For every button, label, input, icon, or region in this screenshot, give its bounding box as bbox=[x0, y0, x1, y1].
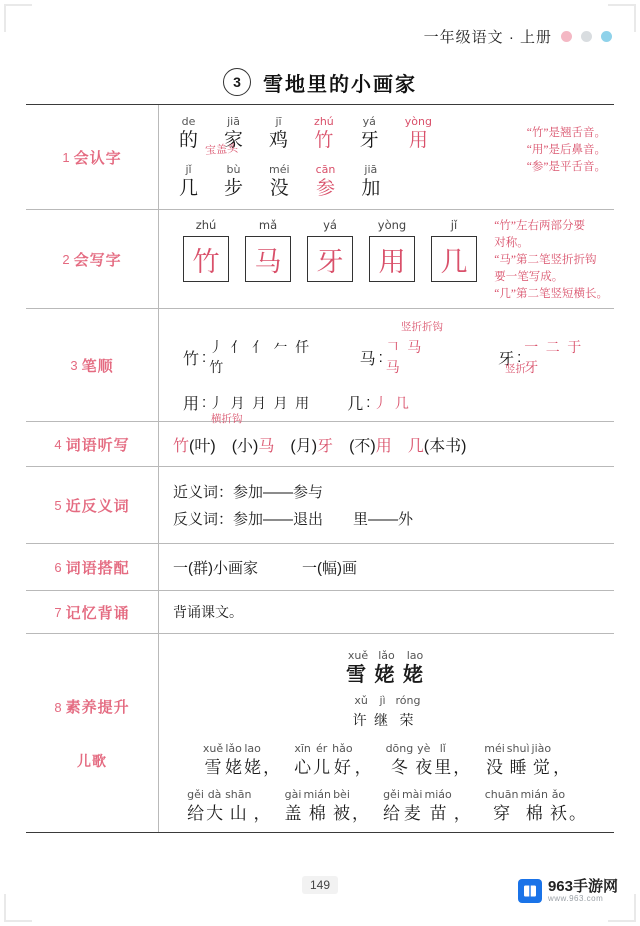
punctuation: ， bbox=[553, 758, 571, 777]
handwritten-note-radical: 宝盖头 bbox=[204, 142, 239, 158]
hanzi: 牙 bbox=[316, 246, 344, 277]
pinyin: shuì bbox=[506, 742, 530, 755]
row-body-recitation bbox=[159, 591, 614, 633]
row-body-stroke bbox=[159, 309, 614, 425]
pinyin: gài bbox=[284, 788, 302, 801]
hanzi: 竹 bbox=[314, 130, 334, 151]
row-index-8: 8 bbox=[54, 699, 63, 715]
pinyin: ér bbox=[315, 742, 328, 755]
char-unit bbox=[402, 788, 423, 826]
char-unit bbox=[415, 742, 432, 780]
annotation-line: “用”是后鼻音。 bbox=[526, 144, 606, 156]
pinyin: zhú bbox=[195, 218, 217, 232]
hanzi: 穿 bbox=[493, 804, 511, 823]
hanzi: 盖 bbox=[284, 804, 302, 823]
stroke-callout-hengzhegou: 横折钩 bbox=[211, 413, 243, 425]
row-body-write bbox=[159, 210, 614, 308]
hanzi: 姥 bbox=[402, 664, 427, 686]
hanzi: 步 bbox=[224, 178, 244, 199]
pinyin: gěi bbox=[383, 788, 400, 801]
hanzi: 加 bbox=[361, 178, 381, 199]
hanzi: 的 bbox=[179, 130, 199, 151]
pinyin: lao bbox=[244, 742, 261, 755]
char-unit bbox=[244, 742, 261, 780]
pinyin: mài bbox=[401, 788, 423, 801]
pinyin: mián bbox=[520, 788, 548, 801]
hanzi: 用 bbox=[183, 396, 200, 413]
char-unit bbox=[424, 788, 451, 826]
stroke-line-1 bbox=[169, 321, 604, 377]
hanzi: 几 bbox=[179, 178, 199, 199]
annotation-line: “竹”是翘舌音。 bbox=[526, 127, 606, 139]
stroke-sequence: 丿 几 bbox=[373, 396, 411, 412]
pinyin: gěi bbox=[187, 788, 204, 801]
punctuation: ， bbox=[453, 804, 471, 823]
dictation-item bbox=[232, 433, 275, 456]
row-label-recitation bbox=[26, 591, 159, 633]
row-label-dictation bbox=[26, 422, 159, 466]
annotation-line: “马”第二笔竖折折钩 bbox=[494, 254, 597, 266]
char-unit bbox=[375, 649, 399, 687]
dictation-key: 牙 bbox=[317, 437, 334, 455]
char-unit bbox=[316, 163, 336, 201]
row-sublabel-children-song: 儿歌 bbox=[77, 752, 107, 769]
row-body-literacy bbox=[159, 634, 614, 832]
row-label-text-7: 记忆背诵 bbox=[65, 604, 130, 622]
row-label-text-3: 笔顺 bbox=[81, 357, 114, 375]
char-unit bbox=[187, 788, 204, 826]
dictation-post: (本书) bbox=[423, 437, 467, 455]
char-unit bbox=[374, 694, 391, 732]
pinyin: xǔ bbox=[354, 694, 368, 707]
lesson-title-row bbox=[26, 62, 614, 102]
row-index-2: 2 bbox=[62, 251, 71, 267]
annotation-recognize bbox=[527, 125, 606, 176]
row-label-recognize bbox=[26, 105, 159, 209]
dictation-post: (叶) bbox=[189, 437, 216, 455]
hanzi: 里 bbox=[434, 758, 452, 777]
char-unit bbox=[386, 742, 414, 780]
char-unit bbox=[484, 742, 505, 780]
dictation-pre: (小) bbox=[231, 437, 259, 455]
stroke-sequence: 丿 亻 亻 𠂉 仟 竹 bbox=[209, 341, 312, 376]
char-unit bbox=[313, 742, 330, 780]
pinyin: méi bbox=[484, 742, 505, 755]
header-dot-grey bbox=[581, 31, 592, 42]
pinyin: hǎo bbox=[332, 742, 353, 755]
hanzi: 睡 bbox=[509, 758, 527, 777]
row-body-recognize bbox=[159, 105, 614, 209]
hanzi: 牙 bbox=[359, 130, 379, 151]
hanzi: 被 bbox=[332, 804, 350, 823]
pinyin: lǐ bbox=[439, 742, 446, 755]
hanzi: 竹 bbox=[183, 350, 200, 368]
char-unit bbox=[179, 163, 198, 201]
watermark-site-url: www.963.com bbox=[547, 894, 604, 904]
dictation-item bbox=[173, 433, 216, 456]
char-unit bbox=[269, 115, 288, 153]
header-dot-pink bbox=[561, 31, 572, 42]
hanzi: 姥 bbox=[374, 664, 399, 686]
lesson-number-badge: 3 bbox=[223, 68, 251, 96]
tianzige-cell bbox=[369, 218, 415, 282]
punctuation: ， bbox=[453, 758, 471, 777]
char-unit bbox=[346, 649, 370, 687]
char-unit bbox=[405, 115, 432, 153]
synonym-line: 近义词：参加——参与 bbox=[173, 484, 324, 501]
char-unit bbox=[203, 742, 223, 780]
antonym-line: 反义词：参加——退出 里——外 bbox=[173, 511, 414, 528]
annotation-write bbox=[494, 218, 608, 303]
hanzi: 冬 bbox=[390, 758, 408, 777]
hanzi: 觉 bbox=[532, 758, 550, 777]
row-label-text-2: 会写字 bbox=[73, 251, 122, 269]
hanzi: 给 bbox=[187, 804, 205, 823]
table-row-write-characters bbox=[26, 210, 614, 309]
char-unit bbox=[224, 163, 243, 201]
table-row-dictation bbox=[26, 422, 614, 467]
hanzi: 好 bbox=[333, 758, 351, 777]
tianzige-box bbox=[307, 236, 353, 282]
stroke-entry: 几 : 丿 几 bbox=[347, 391, 411, 414]
lesson-table bbox=[26, 104, 614, 833]
char-unit bbox=[360, 115, 379, 153]
char-unit bbox=[294, 742, 311, 780]
char-unit bbox=[403, 649, 427, 687]
hanzi: 麦 bbox=[403, 804, 421, 823]
row-label-collocation bbox=[26, 544, 159, 590]
hanzi: 牙 bbox=[498, 350, 515, 368]
dictation-key: 马 bbox=[258, 437, 275, 455]
row-label-write bbox=[26, 210, 159, 308]
char-unit bbox=[383, 788, 400, 826]
hanzi: 荣 bbox=[399, 712, 417, 728]
pinyin: xuě bbox=[347, 649, 369, 662]
char-unit bbox=[332, 742, 352, 780]
row-label-synonyms bbox=[26, 467, 159, 543]
row-index-7: 7 bbox=[54, 604, 63, 620]
hanzi: 山 bbox=[229, 804, 247, 823]
annotation-line: “竹”左右两部分要 bbox=[494, 220, 585, 232]
pinyin: jǐ bbox=[450, 218, 458, 232]
hanzi: 用 bbox=[408, 130, 428, 151]
tianzige-cell bbox=[431, 218, 477, 282]
row-body-synonyms bbox=[159, 467, 614, 543]
punctuation: ， bbox=[354, 758, 372, 777]
annotation-line: 要一笔写成。 bbox=[494, 271, 564, 283]
tianzige-box bbox=[369, 236, 415, 282]
stroke-entry: 竹 : 丿 亻 亻 𠂉 仟 竹 bbox=[183, 337, 332, 377]
pinyin: xīn bbox=[294, 742, 311, 755]
hanzi: 袄 bbox=[549, 804, 567, 823]
annotation-line: “参”是平舌音。 bbox=[526, 161, 606, 173]
pinyin: shān bbox=[225, 788, 252, 801]
pinyin: jì bbox=[379, 694, 386, 707]
row-label-stroke bbox=[26, 309, 159, 421]
book-icon bbox=[518, 879, 542, 903]
char-unit bbox=[206, 788, 223, 826]
dictation-key: 竹 bbox=[173, 437, 190, 455]
hanzi: 心 bbox=[294, 758, 312, 777]
row-index-5: 5 bbox=[54, 497, 63, 513]
row-index-6: 6 bbox=[54, 559, 63, 575]
pinyin: jǐ bbox=[185, 163, 192, 176]
stroke-entry: 马 : 𠃍 马 马 bbox=[360, 337, 445, 377]
hanzi: 继 bbox=[374, 712, 392, 728]
hanzi: 给 bbox=[382, 804, 400, 823]
pinyin: chuān bbox=[484, 788, 519, 801]
pinyin: róng bbox=[395, 694, 421, 707]
char-unit bbox=[269, 163, 290, 201]
stroke-line-2 bbox=[169, 391, 604, 425]
char-unit bbox=[532, 742, 552, 780]
stroke-entry: 用 : 丿 月 月 月 用 bbox=[183, 391, 311, 414]
page-corner-top-right bbox=[608, 4, 636, 32]
pinyin: ǎo bbox=[551, 788, 566, 801]
pinyin: yá bbox=[362, 115, 376, 128]
hanzi: 几 bbox=[440, 246, 468, 277]
collocation-item: 一(幅)画 bbox=[302, 559, 357, 577]
poem-line-1 bbox=[169, 742, 604, 780]
pinyin: lǎo bbox=[378, 649, 395, 662]
stroke-sequence: 一 二 于 牙 bbox=[524, 341, 584, 376]
hanzi: 雪 bbox=[346, 664, 371, 686]
char-unit bbox=[395, 694, 420, 732]
char-unit bbox=[303, 788, 330, 826]
hanzi: 马 bbox=[254, 246, 282, 277]
pinyin: dōng bbox=[385, 742, 414, 755]
poem-line-2 bbox=[169, 788, 604, 826]
char-unit bbox=[485, 788, 519, 826]
row-label-text-4: 词语听写 bbox=[65, 436, 130, 454]
pinyin: lao bbox=[406, 649, 424, 662]
hanzi: 没 bbox=[269, 178, 289, 199]
char-unit bbox=[225, 788, 251, 826]
tianzige-box bbox=[431, 236, 477, 282]
table-row-collocations bbox=[26, 544, 614, 591]
watermark-site-name: 963手游网 bbox=[547, 877, 618, 895]
table-row-recognize-characters bbox=[26, 105, 614, 210]
poem-title bbox=[169, 646, 604, 687]
pinyin: de bbox=[181, 115, 196, 128]
pinyin: yòng bbox=[404, 115, 432, 128]
hanzi: 参 bbox=[315, 178, 335, 199]
annotation-line: 对称。 bbox=[494, 237, 529, 249]
dictation-pre: (月) bbox=[290, 437, 318, 455]
dictation-pre: (不) bbox=[349, 437, 376, 455]
hanzi: 棉 bbox=[525, 804, 543, 823]
pinyin: mián bbox=[303, 788, 331, 801]
pinyin: bù bbox=[226, 163, 241, 176]
hanzi: 用 bbox=[378, 246, 406, 277]
pinyin: dà bbox=[207, 788, 222, 801]
stroke-callout-shuzhe: 竖折 bbox=[505, 363, 526, 375]
book-title: 一年级语文 · 上册 bbox=[423, 29, 552, 46]
row-label-text-1: 会认字 bbox=[73, 149, 122, 167]
row-index-4: 4 bbox=[54, 436, 63, 452]
recitation-text: 背诵课文。 bbox=[173, 604, 243, 620]
char-unit bbox=[333, 788, 350, 826]
row-label-literacy bbox=[26, 634, 159, 832]
hanzi: 家 bbox=[224, 130, 244, 151]
char-unit bbox=[314, 115, 334, 153]
page-number-value: 149 bbox=[302, 876, 338, 894]
dictation-item bbox=[349, 433, 392, 456]
hanzi: 竹 bbox=[192, 246, 220, 277]
table-row-literacy-extension bbox=[26, 634, 614, 832]
tianzige-cell bbox=[245, 218, 291, 282]
annotation-line: “几”第二笔竖短横长。 bbox=[494, 288, 608, 300]
pinyin: yá bbox=[323, 218, 337, 232]
row-label-text-5: 近反义词 bbox=[65, 497, 130, 515]
pinyin: jiào bbox=[531, 742, 552, 755]
pinyin: cān bbox=[315, 163, 336, 176]
pinyin: xuě bbox=[202, 742, 224, 755]
hanzi: 棉 bbox=[308, 804, 326, 823]
dictation-key: 几 bbox=[407, 437, 424, 455]
watermark-text bbox=[548, 879, 618, 904]
dictation-key: 用 bbox=[375, 437, 392, 455]
pinyin: mǎ bbox=[258, 218, 278, 232]
pinyin: méi bbox=[269, 163, 290, 176]
stroke-callout-shuzhezhegou: 竖折折钩 bbox=[401, 321, 443, 333]
hanzi: 苗 bbox=[429, 804, 447, 823]
hanzi: 姥 bbox=[244, 758, 262, 777]
hanzi: 鸡 bbox=[269, 130, 289, 151]
row-index-1: 1 bbox=[62, 149, 71, 165]
row-body-collocation bbox=[159, 544, 614, 590]
pinyin: zhú bbox=[314, 115, 334, 128]
char-unit bbox=[179, 115, 198, 153]
dictation-item bbox=[408, 433, 467, 456]
hanzi: 几 bbox=[347, 396, 364, 413]
hanzi: 儿 bbox=[313, 758, 331, 777]
collocation-item: 一(群)小画家 bbox=[173, 559, 258, 577]
watermark bbox=[518, 879, 618, 904]
table-row-stroke-order bbox=[26, 309, 614, 425]
char-unit bbox=[550, 788, 567, 826]
hanzi: 雪 bbox=[204, 758, 222, 777]
pinyin: bèi bbox=[333, 788, 350, 801]
tianzige-cell bbox=[307, 218, 353, 282]
stroke-sequence: 𠃍 马 马 bbox=[385, 341, 424, 376]
page-corner-top-left bbox=[4, 4, 32, 32]
pinyin: jiā bbox=[227, 115, 240, 128]
dictation-item bbox=[290, 433, 333, 456]
char-unit bbox=[284, 788, 301, 826]
row-label-text-8: 素养提升 bbox=[65, 698, 130, 716]
tianzige-cell bbox=[183, 218, 229, 282]
hanzi: 马 bbox=[359, 350, 376, 368]
stroke-entry: 牙 : 一 二 于 牙 bbox=[498, 337, 604, 377]
char-unit bbox=[353, 694, 370, 732]
pinyin: jī bbox=[275, 115, 282, 128]
table-row-recitation bbox=[26, 591, 614, 634]
poem-author bbox=[169, 691, 604, 732]
stroke-sequence: 丿 月 月 月 用 bbox=[209, 396, 312, 412]
pinyin: yòng bbox=[377, 218, 407, 232]
punctuation: ， bbox=[263, 758, 281, 777]
page-corner-bottom-left bbox=[4, 894, 32, 922]
char-unit bbox=[520, 788, 547, 826]
table-row-synonyms-antonyms bbox=[26, 467, 614, 544]
hanzi: 姥 bbox=[225, 758, 243, 777]
row-label-main-8 bbox=[54, 696, 129, 717]
punctuation: ， bbox=[351, 804, 369, 823]
hanzi: 大 bbox=[206, 804, 224, 823]
punctuation: ， bbox=[253, 804, 271, 823]
hanzi: 没 bbox=[486, 758, 504, 777]
char-unit bbox=[225, 742, 242, 780]
tianzige-box bbox=[245, 236, 291, 282]
header-dot-blue bbox=[601, 31, 612, 42]
pinyin: miáo bbox=[424, 788, 452, 801]
pinyin: yè bbox=[417, 742, 431, 755]
row-body-dictation bbox=[159, 422, 614, 466]
hanzi: 许 bbox=[352, 712, 370, 728]
tianzige-box bbox=[183, 236, 229, 282]
row-index-3: 3 bbox=[70, 357, 79, 373]
punctuation: 。 bbox=[568, 804, 586, 823]
char-unit bbox=[434, 742, 451, 780]
pinyin: lǎo bbox=[225, 742, 242, 755]
page-title: 雪地里的小画家 bbox=[263, 73, 417, 96]
page-header bbox=[424, 26, 612, 47]
row-label-text-6: 词语搭配 bbox=[65, 559, 130, 577]
char-unit bbox=[507, 742, 530, 780]
hanzi: 夜 bbox=[415, 758, 433, 777]
char-unit bbox=[361, 163, 380, 201]
pinyin: jiā bbox=[364, 163, 378, 176]
